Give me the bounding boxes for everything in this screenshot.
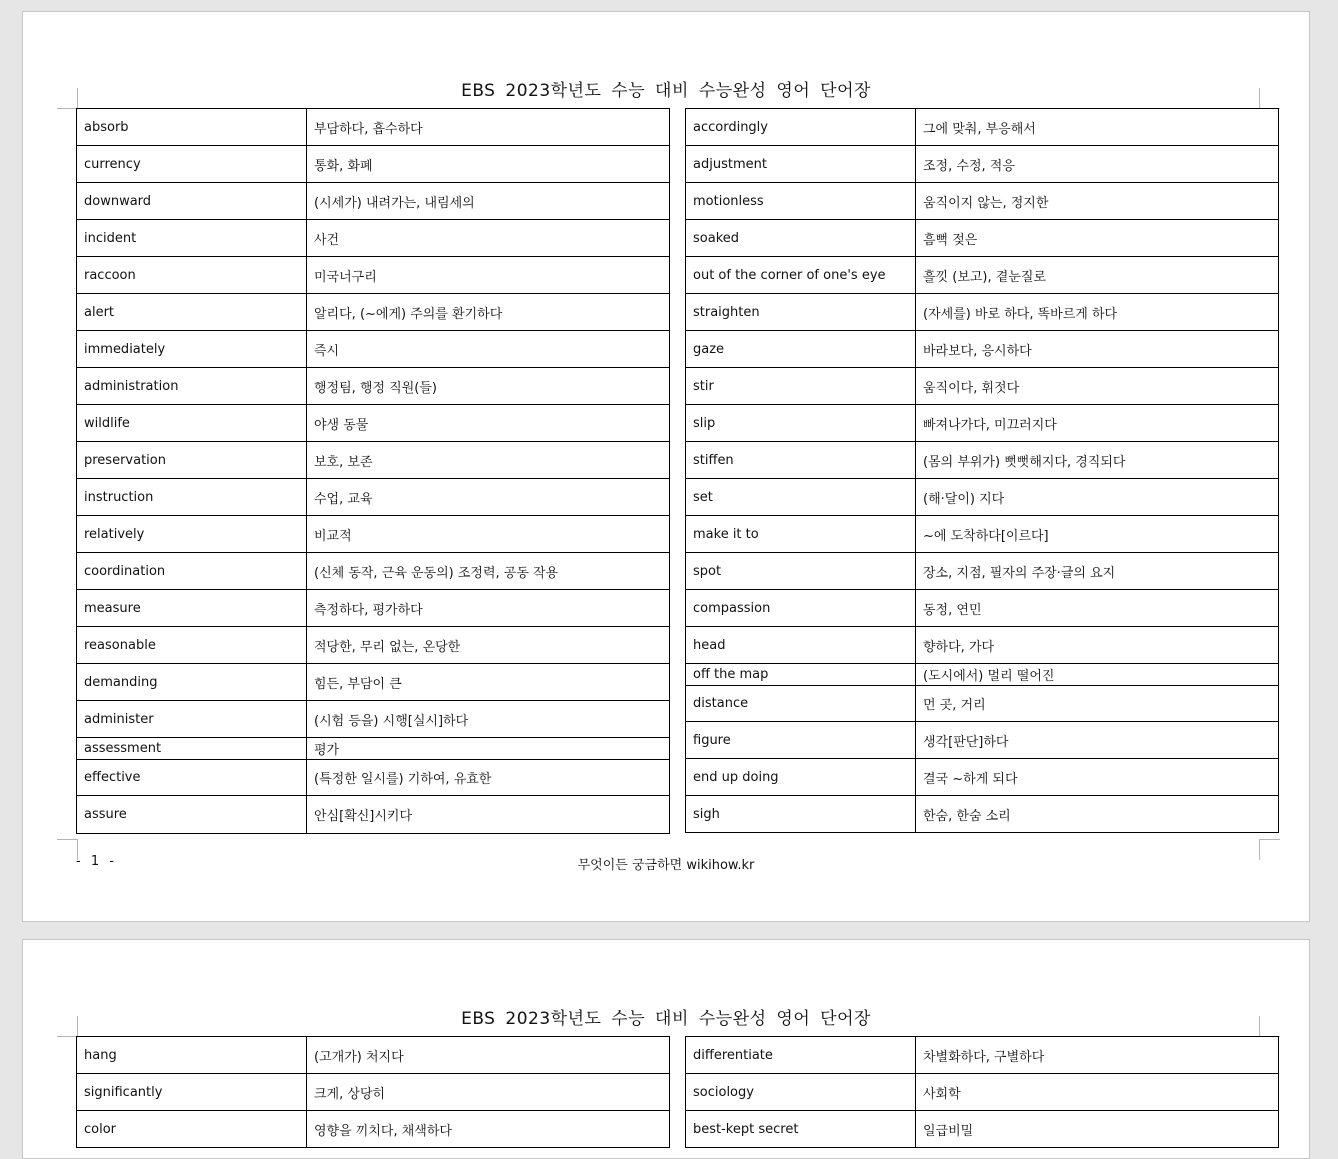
word-cell: downward xyxy=(77,183,307,220)
meaning-cell: 비교적 xyxy=(307,516,670,553)
meaning-cell: 그에 맞춰, 부응해서 xyxy=(916,109,1279,146)
meaning-cell: 움직이다, 휘젓다 xyxy=(916,368,1279,405)
word-cell: set xyxy=(686,479,916,516)
word-cell: distance xyxy=(686,686,916,722)
table-row xyxy=(77,331,670,368)
table-row xyxy=(686,294,1279,331)
meaning-cell: (특정한 일시를) 기하여, 유효한 xyxy=(307,760,670,796)
word-cell: head xyxy=(686,627,916,664)
word-cell: assure xyxy=(77,796,307,834)
meaning-cell: 영향을 끼치다, 채색하다 xyxy=(307,1111,670,1148)
word-cell: accordingly xyxy=(686,109,916,146)
table-row xyxy=(77,516,670,553)
table-row xyxy=(686,1074,1279,1111)
word-cell: absorb xyxy=(77,109,307,146)
word-cell: straighten xyxy=(686,294,916,331)
table-row xyxy=(77,109,670,146)
word-cell: reasonable xyxy=(77,627,307,664)
table-row xyxy=(77,405,670,442)
table-row xyxy=(686,759,1279,796)
word-cell: effective xyxy=(77,760,307,796)
table-row xyxy=(686,183,1279,220)
table-row xyxy=(686,146,1279,183)
word-cell: immediately xyxy=(77,331,307,368)
meaning-cell: 장소, 지점, 필자의 주장·글의 요지 xyxy=(916,553,1279,590)
page-title: EBS 2023학년도 수능 대비 수능완성 영어 단어장 xyxy=(461,81,871,101)
table-row xyxy=(686,405,1279,442)
meaning-cell: 바라보다, 응시하다 xyxy=(916,331,1279,368)
table-row xyxy=(686,442,1279,479)
meaning-cell: 평가 xyxy=(307,738,670,760)
word-cell: raccoon xyxy=(77,257,307,294)
word-cell: soaked xyxy=(686,220,916,257)
meaning-cell: 부담하다, 흡수하다 xyxy=(307,109,670,146)
meaning-cell: 결국 ~하게 되다 xyxy=(916,759,1279,796)
word-cell: administration xyxy=(77,368,307,405)
table-row xyxy=(686,1111,1279,1148)
word-cell: coordination xyxy=(77,553,307,590)
word-cell: end up doing xyxy=(686,759,916,796)
table-row xyxy=(686,479,1279,516)
table-row xyxy=(686,590,1279,627)
meaning-cell: (해·달이) 지다 xyxy=(916,479,1279,516)
table-row xyxy=(686,368,1279,405)
word-cell: differentiate xyxy=(686,1037,916,1074)
table-row xyxy=(77,294,670,331)
word-cell: sigh xyxy=(686,796,916,833)
meaning-cell: 흠뻑 젖은 xyxy=(916,220,1279,257)
word-cell: sociology xyxy=(686,1074,916,1111)
page-footer: 무엇이든 궁금하면 wikihow.kr xyxy=(577,858,755,873)
table-row xyxy=(77,442,670,479)
table-row xyxy=(686,553,1279,590)
table-row xyxy=(77,1037,670,1074)
meaning-cell: 행정팀, 행정 직원(들) xyxy=(307,368,670,405)
table-row xyxy=(686,722,1279,759)
meaning-cell: ~에 도착하다[이르다] xyxy=(916,516,1279,553)
document-page-1 xyxy=(22,11,1310,922)
table-row xyxy=(77,627,670,664)
meaning-cell: 먼 곳, 거리 xyxy=(916,686,1279,722)
word-cell: figure xyxy=(686,722,916,759)
word-cell: out of the corner of one's eye xyxy=(686,257,916,294)
meaning-cell: 보호, 보존 xyxy=(307,442,670,479)
table-row xyxy=(77,368,670,405)
vocab-table-right xyxy=(685,108,1279,833)
table-row xyxy=(77,760,670,796)
meaning-cell: 힘든, 부담이 큰 xyxy=(307,664,670,701)
word-cell: relatively xyxy=(77,516,307,553)
word-cell: stir xyxy=(686,368,916,405)
table-row xyxy=(686,257,1279,294)
table-row xyxy=(77,701,670,738)
word-cell: spot xyxy=(686,553,916,590)
word-cell: compassion xyxy=(686,590,916,627)
meaning-cell: 적당한, 무리 없는, 온당한 xyxy=(307,627,670,664)
word-cell: instruction xyxy=(77,479,307,516)
table-row xyxy=(686,664,1279,686)
word-cell: make it to xyxy=(686,516,916,553)
meaning-cell: 움직이지 않는, 정지한 xyxy=(916,183,1279,220)
meaning-cell: 야생 동물 xyxy=(307,405,670,442)
table-row xyxy=(77,146,670,183)
table-row xyxy=(77,664,670,701)
table-row xyxy=(77,1074,670,1111)
meaning-cell: 크게, 상당히 xyxy=(307,1074,670,1111)
meaning-cell: 빠져나가다, 미끄러지다 xyxy=(916,405,1279,442)
word-cell: currency xyxy=(77,146,307,183)
meaning-cell: 일급비밀 xyxy=(916,1111,1279,1148)
word-cell: demanding xyxy=(77,664,307,701)
table-row xyxy=(686,796,1279,833)
table-row xyxy=(77,590,670,627)
table-row xyxy=(77,183,670,220)
page-number: - 1 - xyxy=(76,854,117,869)
meaning-cell: (신체 동작, 근육 운동의) 조정력, 공동 작용 xyxy=(307,553,670,590)
word-cell: adjustment xyxy=(686,146,916,183)
table-row xyxy=(686,1037,1279,1074)
word-cell: significantly xyxy=(77,1074,307,1111)
meaning-cell: 향하다, 가다 xyxy=(916,627,1279,664)
meaning-cell: 수업, 교육 xyxy=(307,479,670,516)
meaning-cell: 한숨, 한숨 소리 xyxy=(916,796,1279,833)
meaning-cell: 측정하다, 평가하다 xyxy=(307,590,670,627)
word-cell: preservation xyxy=(77,442,307,479)
meaning-cell: 생각[판단]하다 xyxy=(916,722,1279,759)
meaning-cell: 동정, 연민 xyxy=(916,590,1279,627)
table-row xyxy=(686,686,1279,722)
word-cell: administer xyxy=(77,701,307,738)
word-cell: hang xyxy=(77,1037,307,1074)
meaning-cell: 흘낏 (보고), 곁눈질로 xyxy=(916,257,1279,294)
table-row xyxy=(77,738,670,760)
word-cell: motionless xyxy=(686,183,916,220)
table-row xyxy=(686,331,1279,368)
meaning-cell: 차별화하다, 구별하다 xyxy=(916,1037,1279,1074)
table-row xyxy=(77,257,670,294)
meaning-cell: (자세를) 바로 하다, 똑바르게 하다 xyxy=(916,294,1279,331)
word-cell: assessment xyxy=(77,738,307,760)
table-row xyxy=(77,479,670,516)
vocab-table-left xyxy=(76,1036,670,1148)
meaning-cell: 사회학 xyxy=(916,1074,1279,1111)
word-cell: gaze xyxy=(686,331,916,368)
meaning-cell: 안심[확신]시키다 xyxy=(307,796,670,834)
word-cell: incident xyxy=(77,220,307,257)
meaning-cell: 조정, 수정, 적응 xyxy=(916,146,1279,183)
word-cell: alert xyxy=(77,294,307,331)
table-row xyxy=(77,1111,670,1148)
meaning-cell: 사건 xyxy=(307,220,670,257)
table-row xyxy=(686,109,1279,146)
meaning-cell: 미국너구리 xyxy=(307,257,670,294)
meaning-cell: (시세가) 내려가는, 내림세의 xyxy=(307,183,670,220)
meaning-cell: (시험 등을) 시행[실시]하다 xyxy=(307,701,670,738)
meaning-cell: (고개가) 처지다 xyxy=(307,1037,670,1074)
word-cell: stiffen xyxy=(686,442,916,479)
word-cell: slip xyxy=(686,405,916,442)
table-row xyxy=(686,220,1279,257)
meaning-cell: 통화, 화폐 xyxy=(307,146,670,183)
table-row xyxy=(77,220,670,257)
word-cell: off the map xyxy=(686,664,916,686)
vocab-table-left xyxy=(76,108,670,834)
meaning-cell: (도시에서) 멀리 떨어진 xyxy=(916,664,1279,686)
table-row xyxy=(77,553,670,590)
meaning-cell: 알리다, (~에게) 주의를 환기하다 xyxy=(307,294,670,331)
word-cell: wildlife xyxy=(77,405,307,442)
document-page-2 xyxy=(22,939,1310,1159)
table-row xyxy=(77,796,670,834)
word-cell: measure xyxy=(77,590,307,627)
page-title: EBS 2023학년도 수능 대비 수능완성 영어 단어장 xyxy=(461,1009,871,1029)
word-cell: best-kept secret xyxy=(686,1111,916,1148)
meaning-cell: (몸의 부위가) 뻣뻣해지다, 경직되다 xyxy=(916,442,1279,479)
table-row xyxy=(686,627,1279,664)
word-cell: color xyxy=(77,1111,307,1148)
table-row xyxy=(686,516,1279,553)
vocab-table-right xyxy=(685,1036,1279,1148)
meaning-cell: 즉시 xyxy=(307,331,670,368)
